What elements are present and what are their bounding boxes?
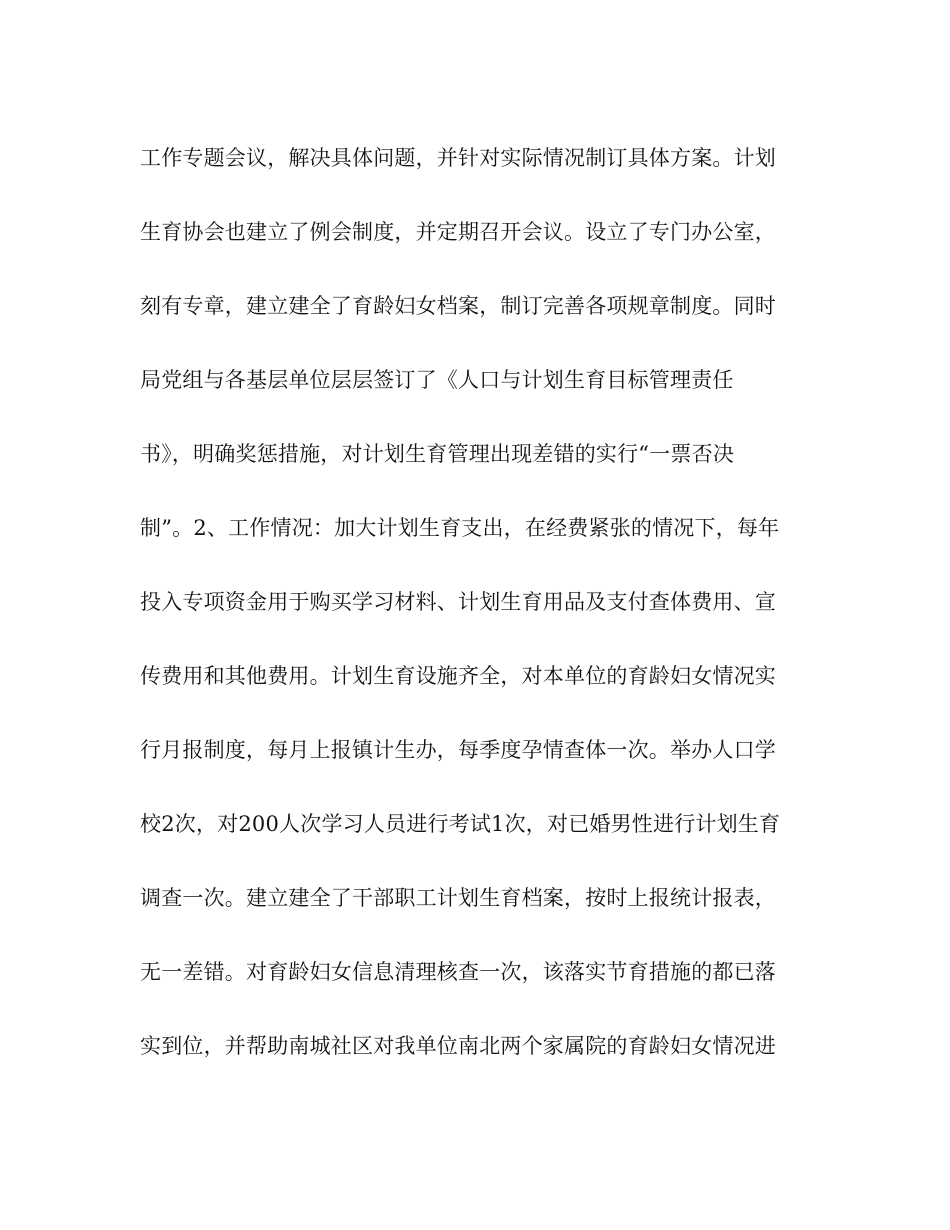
text-line-13: 实到位，并帮助南城社区对我单位南北两个家属院的育龄妇女情况进	[140, 1034, 776, 1058]
body-text	[140, 136, 820, 1098]
text-line-11: 调查一次。建立建全了干部职工计划生育档案，按时上报统计报表，	[140, 886, 776, 910]
text-line-7: 投入专项资金用于购买学习材料、计划生育用品及支付查体费用、宣	[140, 590, 776, 614]
text-line-4: 局党组与各基层单位层层签订了《人口与计划生育目标管理责任	[140, 368, 734, 392]
text-line-3: 刻有专章，建立建全了育龄妇女档案，制订完善各项规章制度。同时	[140, 294, 776, 318]
text-line-10: 校2次，对200人次学习人员进行考试1次，对已婚男性进行计划生育	[140, 812, 781, 836]
text-line-12: 无一差错。对育龄妇女信息清理核查一次，该落实节育措施的都已落	[140, 960, 776, 984]
text-line-8: 传费用和其他费用。计划生育设施齐全，对本单位的育龄妇女情况实	[140, 664, 776, 688]
text-line-1: 工作专题会议，解决具体问题，并针对实际情况制订具体方案。计划	[140, 146, 776, 170]
text-line-5: 书》，明确奖惩措施，对计划生育管理出现差错的实行“一票否决	[140, 442, 735, 466]
text-line-2: 生育协会也建立了例会制度，并定期召开会议。设立了专门办公室，	[140, 220, 776, 244]
text-line-9: 行月报制度，每月上报镇计生办，每季度孕情查体一次。举办人口学	[140, 738, 776, 762]
text-line-6: 制”。2、工作情况：加大计划生育支出，在经费紧张的情况下，每年	[140, 516, 780, 540]
